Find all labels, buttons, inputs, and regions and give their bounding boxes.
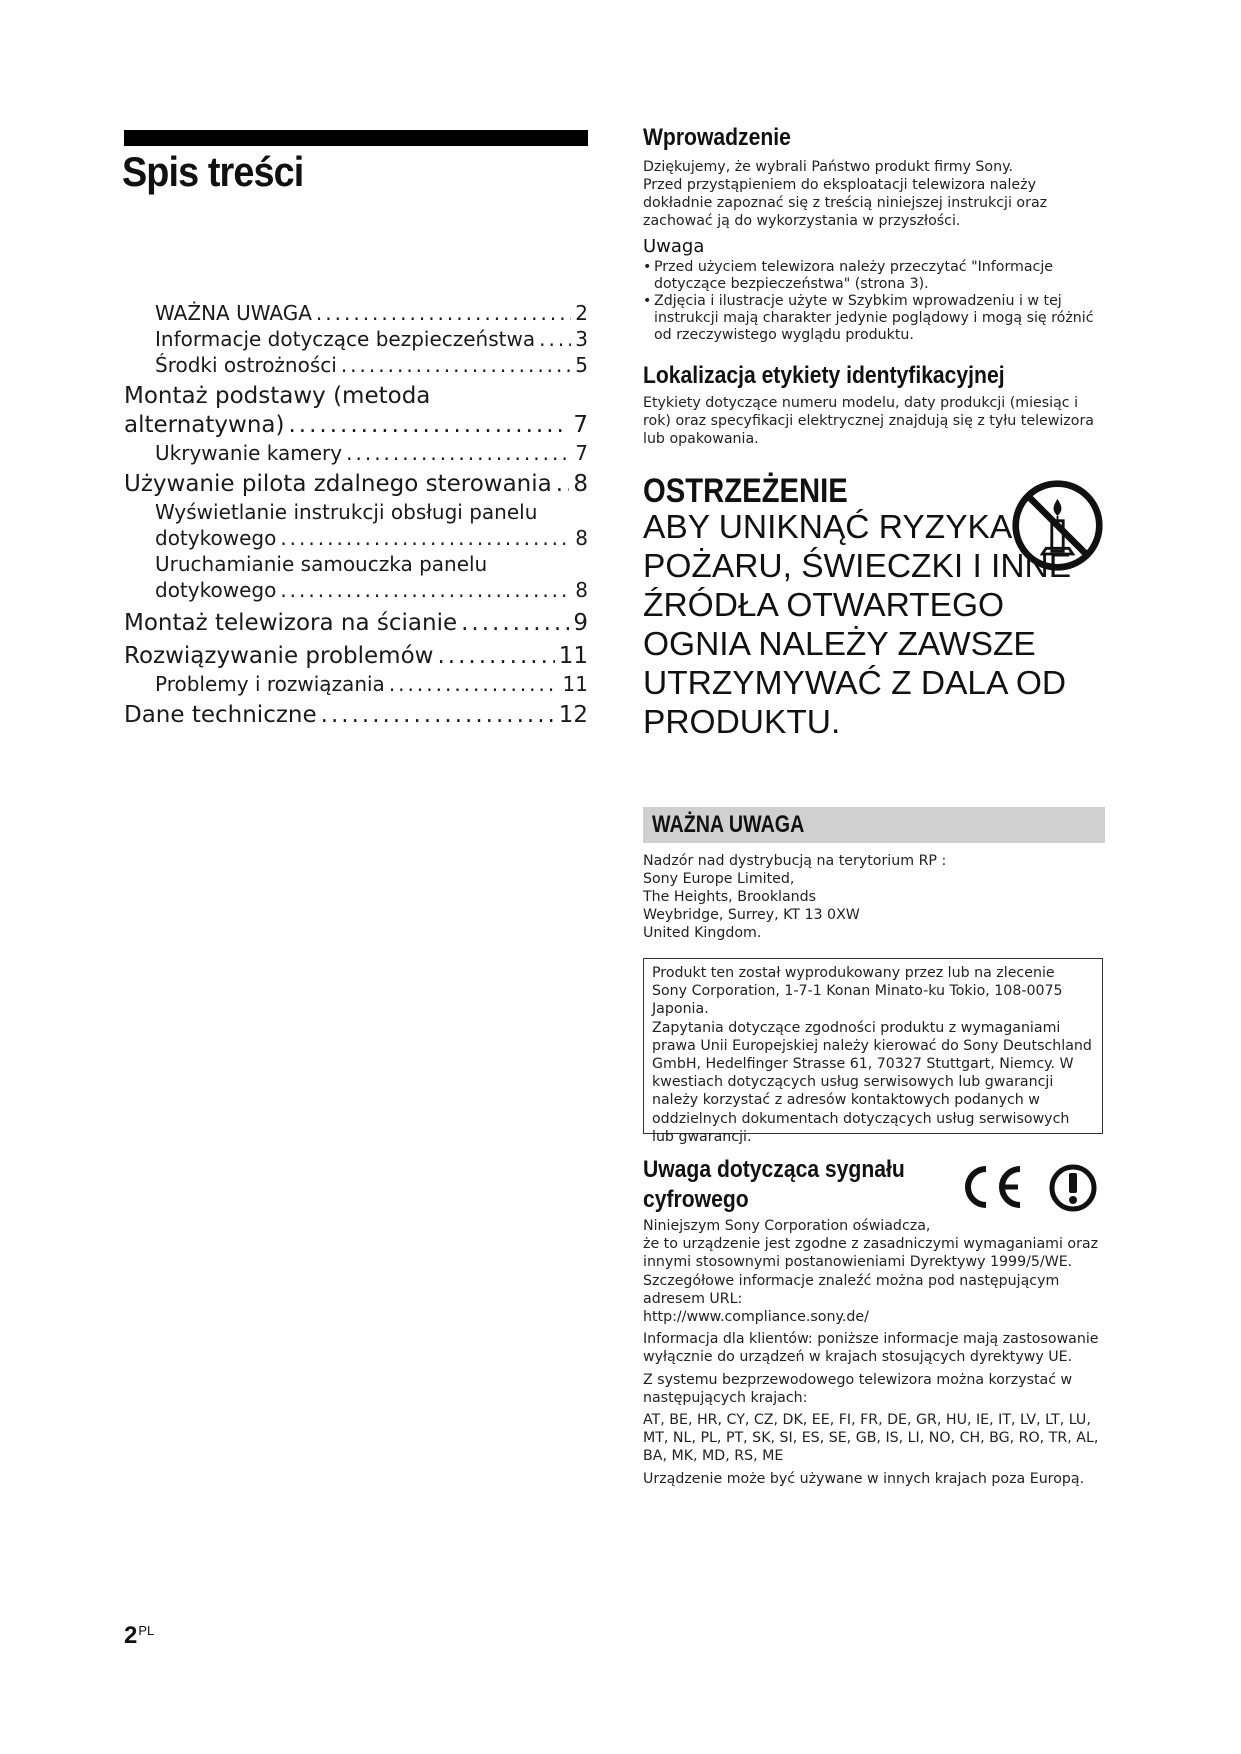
address-line: Sony Europe Limited, (643, 871, 795, 887)
toc-entry-pilot[interactable] (124, 470, 588, 499)
intro-instructions: Przed przystąpieniem do eksploatacji telewizora należy dokładnie zapoznać się z treścią niniejszej instrukcji oraz zachować ją do wykorzystania w przyszłości. (643, 177, 1048, 229)
address-line: Nadzór nad dystrybucją na terytorium RP : (643, 853, 947, 869)
address-line: United Kingdom. (643, 925, 762, 941)
toc-entry-page: 5 (575, 353, 588, 377)
countries-intro-text: Z systemu bezprzewodowego telewizora można korzystać w następujących krajach: (643, 1371, 1073, 1406)
page-number: $2^{PL}$ (124, 1622, 155, 1649)
intro-section (643, 124, 1103, 448)
ce-mark-icon (956, 1163, 1026, 1211)
toc-entry-page: 7 (573, 412, 588, 438)
toc-entry-ukrywanie-kamery[interactable] (124, 440, 588, 466)
address-line: Weybridge, Surrey, KT 13 0XW (643, 907, 860, 923)
toc-entry-label-line1: Wyświetlanie instrukcji obsługi panelu (155, 500, 538, 524)
toc-entry-page: 9 (573, 610, 588, 636)
countries-list: AT, BE, HR, CY, CZ, DK, EE, FI, FR, DE, GR, HU, IE, IT, LV, LT, LU, MT, NL, PL, PT, SK, SI, ES, SE, GB, IS, LI, NO, CH, BG, RO, TR, AL, BA, MK, MD, RS, ME (643, 1412, 1099, 1465)
warning-text: ABY UNIKNĄĆ RYZYKA POŻARU, ŚWIECZKI I INNE ŹRÓDŁA OTWARTEGO OGNIA NALEŻY ZAWSZE UTRZYMYWAĆ Z DALA OD PRODUKTU. (643, 509, 1072, 741)
toc-entry-label: Rozwiązywanie problemów (124, 643, 434, 669)
note-item: • Zdjęcia i ilustracje użyte w Szybkim wprowadzeniu i w tej instrukcji mają charakter jedynie poglądowy i mogą się różnić od rzeczywistego wyglądu produktu. (643, 293, 1103, 344)
declaration-text: że to urządzenie jest zgodne z zasadniczymi wymaganiami oraz innymi stosownymi postanowieniami Dyrektywy 1999/5/WE. (643, 1236, 1099, 1271)
no-open-flame-icon (1010, 478, 1105, 573)
toc-entry-label: Używanie pilota zdalnego sterowania (124, 471, 552, 497)
toc-entry-label: Informacje dotyczące bezpieczeństwa (155, 327, 536, 351)
toc-entry-page: 11 (558, 643, 588, 669)
warning-title: OSTRZEŻENIE (643, 472, 848, 510)
toc-entry-label-line1: Uruchamianie samouczka panelu (155, 552, 488, 576)
toc-entry-page: 8 (573, 471, 588, 497)
compliance-contact-text: Zapytania dotyczące zgodności produktu z wymaganiami prawa Unii Europejskiej należy kierować do Sony Deutschland GmbH, Hedelfinger Strasse 61, 70327 Stuttgart, Niemcy. W kwestiach dotyczących usług serwisowych lub gwarancji należy korzystać z adresów kontaktowych podanych w oddzielnych dokumentach dotyczących usług serwisowych lub gwarancji. (652, 1019, 1092, 1145)
toc-entry-bezpieczenstwo[interactable] (124, 326, 588, 352)
toc-entry-page: 3 (575, 327, 588, 351)
toc-entry-page: 8 (575, 578, 588, 602)
toc-entry-label-line2: dotykowego (155, 526, 277, 550)
toc-entry-samouczek-panelu[interactable] (124, 551, 588, 603)
toc-entry-label-line2: dotykowego (155, 578, 277, 602)
toc-entry-montaz-na-scianie[interactable] (124, 609, 588, 638)
declaration-text: Szczegółowe informacje znaleźć można pod następującym adresem URL: (643, 1272, 1060, 1307)
label-location-text: Etykiety dotyczące numeru modelu, daty produkcji (miesiąc i rok) oraz specyfikacji elektrycznej znajdują się z tyłu telewizora lub opakowania. (643, 395, 1094, 447)
toc-entry-label-line1: Montaż podstawy (metoda (124, 383, 431, 409)
toc-entry-label: Dane techniczne (124, 702, 317, 728)
toc-entry-label: Montaż telewizora na ścianie (124, 610, 458, 636)
toc-entry-page: 7 (575, 441, 588, 465)
manufacturer-text: Produkt ten został wyprodukowany przez lub na zlecenie Sony Corporation, 1-7-1 Konan Minato-ku Tokio, 108-0075 Japonia. (652, 965, 1063, 1018)
toc-entry-montaz-podstawy[interactable] (124, 382, 588, 440)
digital-signal-title: Uwaga dotycząca sygnału cyfrowego (643, 1156, 905, 1213)
toc-entry-label: Ukrywanie kamery (155, 441, 343, 465)
declaration-text: Niniejszym Sony Corporation oświadcza, (643, 1218, 931, 1234)
intro-thanks: Dziękujemy, że wybrali Państwo produkt firmy Sony. (643, 159, 1013, 175)
toc-entry-page: 2 (575, 301, 588, 325)
toc-entry-label-line2: alternatywna) (124, 412, 285, 438)
note-title: Uwaga (643, 236, 705, 257)
toc-title-bar (124, 130, 588, 146)
important-notice-header (643, 807, 1105, 843)
toc-entry-instrukcja-panelu[interactable] (124, 499, 588, 551)
language-code: PL (138, 1623, 155, 1638)
compliance-url[interactable]: http://www.compliance.sony.de/ (643, 1309, 869, 1326)
toc-title: Spis treści (122, 148, 304, 195)
address-line: The Heights, Brooklands (643, 889, 817, 905)
manufacturer-info-box (643, 958, 1103, 1145)
toc-entry-srodki-ostroznosci[interactable] (124, 352, 588, 378)
label-location-title: Lokalizacja etykiety identyfikacyjnej (643, 362, 1005, 389)
distributor-address (643, 852, 1103, 942)
important-notice-title: WAŻNA UWAGA (652, 811, 805, 838)
customer-info-text: Informacja dla klientów: poniższe informacje mają zastosowanie wyłącznie do urządzeń w krajach stosujących dyrektywy UE. (643, 1331, 1099, 1366)
toc-entry-page: 12 (558, 702, 588, 728)
digital-signal-section (643, 1155, 1103, 1488)
toc-entry-rozwiazywanie-problemow[interactable] (124, 642, 588, 671)
note-item: • Przed użyciem telewizora należy przeczytać "Informacje dotyczące bezpieczeństwa" (strona 3). (643, 259, 1103, 293)
outside-europe-text: Urządzenie może być używane w innych krajach poza Europą. (643, 1470, 1085, 1487)
toc-entry-wazna-uwaga[interactable] (124, 300, 588, 326)
intro-title: Wprowadzenie (643, 124, 791, 151)
toc-entry-label: Środki ostrożności (155, 353, 337, 377)
alert-mark-icon (1048, 1163, 1098, 1213)
toc-entry-problemy-i-rozwiazania[interactable] (124, 671, 588, 697)
toc-entry-dane-techniczne[interactable] (124, 701, 588, 730)
toc-entry-label: Problemy i rozwiązania (155, 672, 385, 696)
note-list (643, 259, 1103, 344)
toc-entry-page: 8 (575, 526, 588, 550)
table-of-contents (124, 300, 588, 730)
toc-entry-page: 11 (562, 672, 588, 696)
toc-entry-label: WAŻNA UWAGA (155, 301, 312, 325)
